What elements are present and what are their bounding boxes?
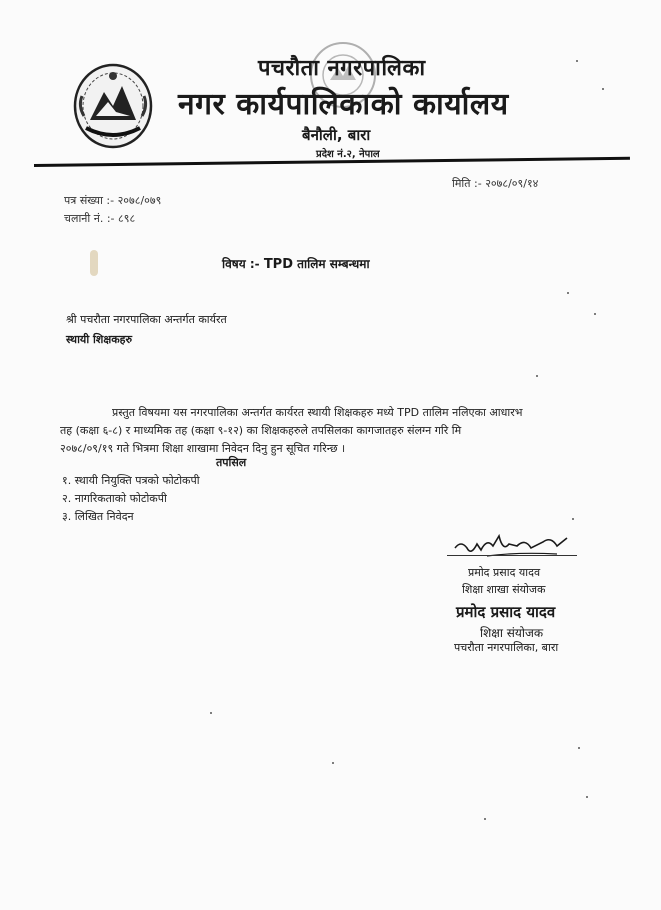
body-line-1: प्रस्तुत विषयमा यस नगरपालिका अन्तर्गत कार्यरत स्थायी शिक्षकहरु मध्ये TPD तालिम नलिएका आधारभ <box>112 406 523 419</box>
body-line-3: २०७८/०९/१९ गते भित्रमा शिक्षा शाखामा निवेदन दिनु हुन सूचित गरिन्छ । <box>60 442 346 455</box>
office-location: बैनौली, बारा <box>302 126 371 144</box>
annex-item: ३. लिखित निवेदन <box>62 510 134 523</box>
scan-speck <box>594 313 596 315</box>
scan-speck <box>586 796 588 798</box>
paper-stain <box>90 250 98 276</box>
scan-speck <box>332 762 334 764</box>
org-name: पचरौता नगरपालिका <box>258 56 426 81</box>
recipient-line-2: स्थायी शिक्षकहरु <box>66 333 133 346</box>
stamp-role: शिक्षा संयोजक <box>480 626 544 640</box>
scan-speck <box>576 60 578 62</box>
scan-speck <box>484 818 486 820</box>
signature-line <box>447 555 577 556</box>
annex-item: २. नागरिकताको फोटोकपी <box>62 492 167 505</box>
scan-speck <box>572 518 574 520</box>
scan-speck <box>210 712 212 714</box>
stamp-office: पचरौता नगरपालिका, बारा <box>454 641 559 654</box>
scan-speck <box>578 747 580 749</box>
body-line-2: तह (कक्षा ६-८) र माध्यमिक तह (कक्षा ९-१२) का शिक्षकहरुले तपसिलका कागजातहरु संलग्न गरि मि <box>60 424 462 437</box>
scan-speck <box>602 88 604 90</box>
annex-item: १. स्थायी नियुक्ति पत्रको फोटोकपी <box>62 474 200 487</box>
annex-heading: तपसिल <box>216 456 247 469</box>
province: प्रदेश नं.२, नेपाल <box>316 149 380 160</box>
signer-role: शिक्षा शाखा संयोजक <box>462 583 546 596</box>
stamp-name: प्रमोद प्रसाद यादव <box>456 603 556 621</box>
scan-speck <box>567 292 569 294</box>
letter-number: पत्र संख्या :- २०७८/०७९ <box>64 194 162 207</box>
office-name: नगर कार्यपालिकाको कार्यालय <box>178 87 509 122</box>
subject-prefix: विषय :- <box>222 257 264 271</box>
handwritten-signature <box>447 526 577 564</box>
subject-tpd: TPD <box>263 257 293 272</box>
subject-rest: तालिम सम्बन्धमा <box>293 257 370 271</box>
letter-date: मिति :- २०७८/०९/१४ <box>452 177 539 190</box>
nepal-emblem-icon <box>72 62 154 150</box>
dispatch-number: चलानी नं. :- ८९८ <box>64 212 136 225</box>
scan-speck <box>536 375 538 377</box>
recipient-line-1: श्री पचरौता नगरपालिका अन्तर्गत कार्यरत <box>66 313 227 326</box>
signer-name: प्रमोद प्रसाद यादव <box>468 566 541 579</box>
subject-line <box>222 255 370 272</box>
